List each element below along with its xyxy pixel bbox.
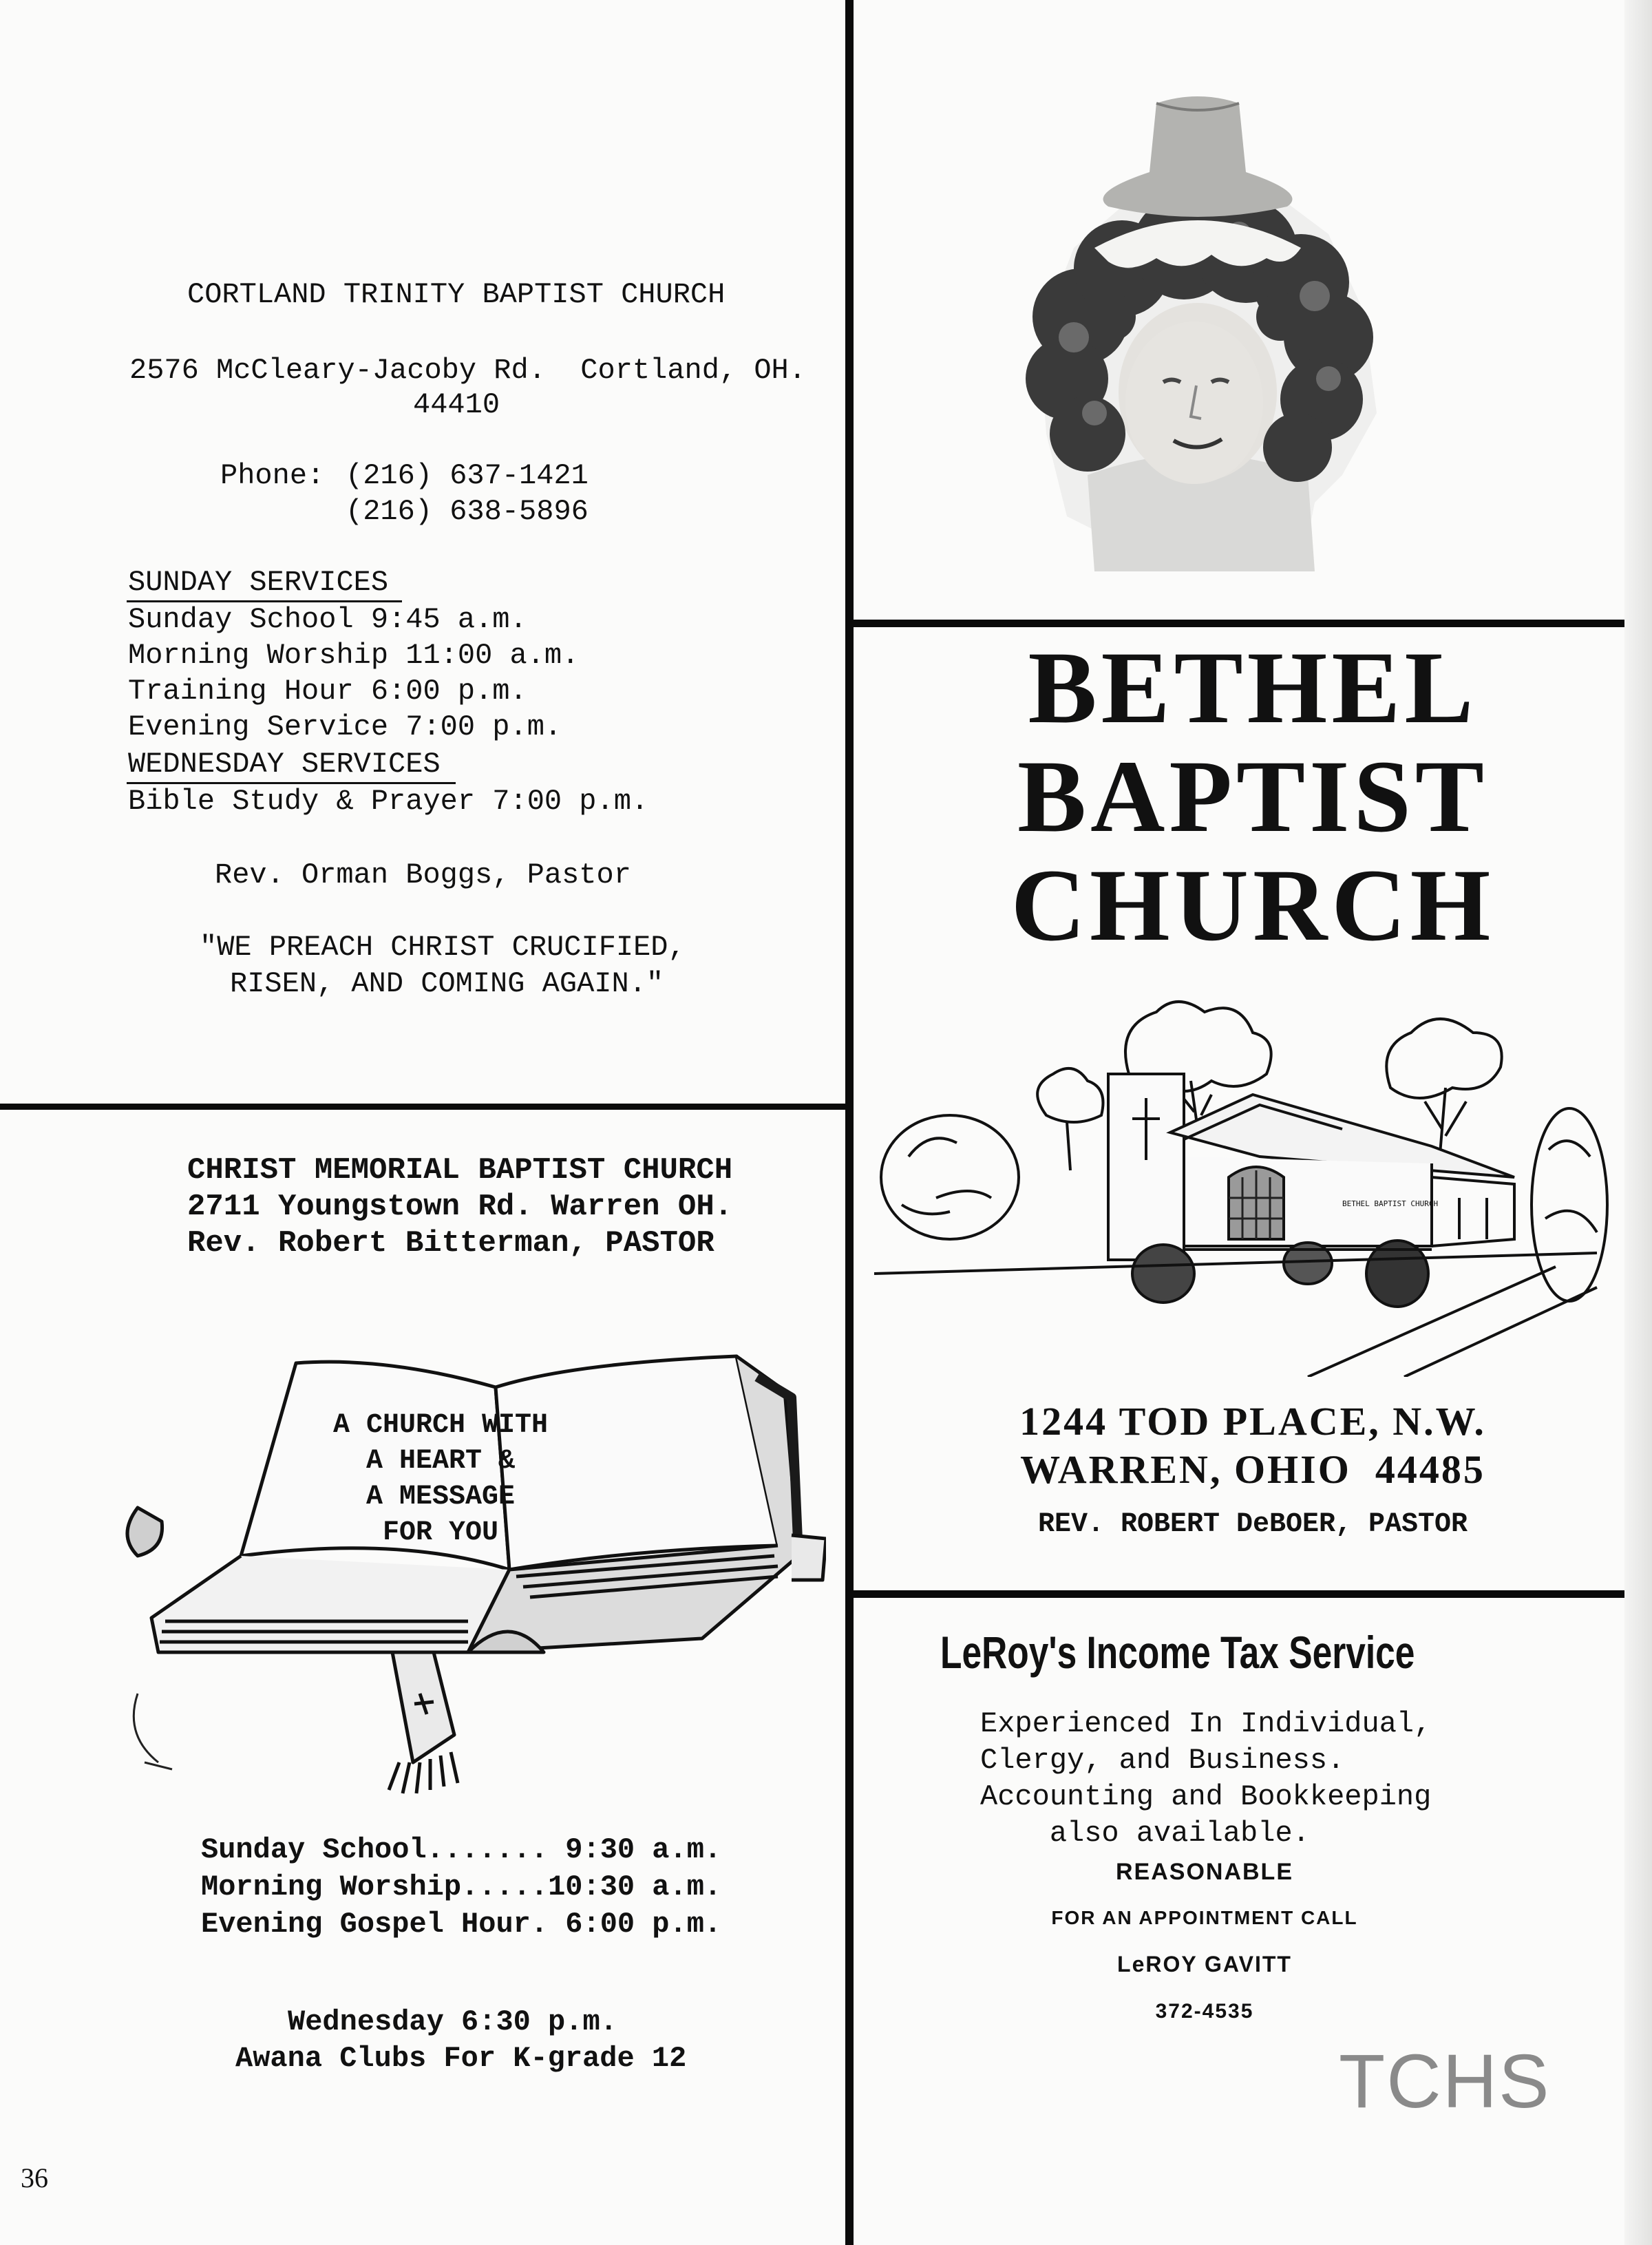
message-line: FOR YOU [382,1517,499,1548]
address: 2711 Youngstown Rd. Warren OH. [187,1190,733,1224]
sunday-services-heading: SUNDAY SERVICES [128,566,389,599]
address-line: 2576 McCleary-Jacoby Rd. Cortland, OH. [129,354,806,387]
bible-message [310,1408,571,1551]
address-line: 1244 TOD PLACE, N.W. [1019,1399,1486,1444]
address-line: WARREN, OHIO 44485 [1020,1447,1485,1492]
schedule-item: Sunday School....... 9:30 a.m. [201,1833,722,1866]
appointment-label: FOR AN APPOINTMENT CALL [1051,1907,1358,1928]
church-name: CHRIST MEMORIAL BAPTIST CHURCH [187,1153,733,1188]
title-line: CHURCH [1010,848,1495,962]
description-line: also available. [980,1817,1310,1850]
description-line: Clergy, and Business. [980,1744,1345,1777]
church-sign-text: BETHEL BAPTIST CHURCH [1342,1199,1439,1208]
person-with-wig-photo [991,89,1404,578]
wednesday-services-heading: WEDNESDAY SERVICES [128,748,441,781]
description-line: Experienced In Individual, [980,1707,1432,1740]
watermark: TCHS [1339,2039,1551,2124]
schedule-item: Evening Gospel Hour. 6:00 p.m. [201,1908,722,1941]
service-item: Evening Service 7:00 p.m. [128,710,562,744]
title-line: BETHEL [1028,631,1478,745]
church-title [854,633,1652,960]
page-edge-shadow [1624,0,1652,2245]
phone-number: (216) 637-1421 [346,459,589,492]
contact-name: LeROY GAVITT [1117,1952,1292,1977]
right-bottom-horizontal-divider [854,1590,1652,1598]
service-item: Training Hour 6:00 p.m. [128,675,527,708]
schedule-item: Morning Worship.....10:30 a.m. [201,1870,722,1904]
message-line: A MESSAGE [366,1482,516,1513]
church-name: CORTLAND TRINITY BAPTIST CHURCH [187,278,726,311]
message-line: A CHURCH WITH [332,1410,549,1441]
right-top-horizontal-divider [854,620,1652,627]
pastor: Rev. Robert Bitterman, PASTOR [187,1226,714,1261]
awana-clubs: Awana Clubs For K-grade 12 [235,2042,687,2075]
service-item: Morning Worship 11:00 a.m. [128,639,580,672]
pastor: REV. ROBERT DeBOER, PASTOR [1037,1509,1468,1540]
motto-line: "WE PREACH CHRIST CRUCIFIED, [200,931,686,964]
phone-number: 372-4535 [1155,2000,1254,2023]
address-block [854,1398,1652,1494]
business-title: LeRoy's Income Tax Service [940,1627,1415,1678]
service-description [980,1706,1431,1852]
phone-label: Phone: [220,459,325,492]
service-item: Sunday School 9:45 a.m. [128,603,527,636]
wednesday-services-list [128,783,648,819]
zip-code: 44410 [413,388,500,421]
title-line: BAPTIST [1017,739,1488,854]
page-number: 36 [21,2162,48,2193]
motto-line: RISEN, AND COMING AGAIN." [230,967,664,1000]
message-line: A HEART & [366,1446,516,1477]
wednesday-service: Wednesday 6:30 p.m. [288,2005,617,2038]
phone-number: (216) 638-5896 [346,495,589,528]
sunday-services-list [128,602,579,745]
reasonable-label: REASONABLE [1115,1859,1294,1885]
service-schedule [201,1831,721,1943]
pastor: Rev. Orman Boggs, Pastor [215,858,631,892]
left-horizontal-divider [0,1104,845,1110]
description-line: Accounting and Bookkeeping [980,1780,1432,1813]
service-item: Bible Study & Prayer 7:00 p.m. [128,785,649,818]
vertical-divider [845,0,854,2245]
church-building-drawing [867,991,1611,1377]
